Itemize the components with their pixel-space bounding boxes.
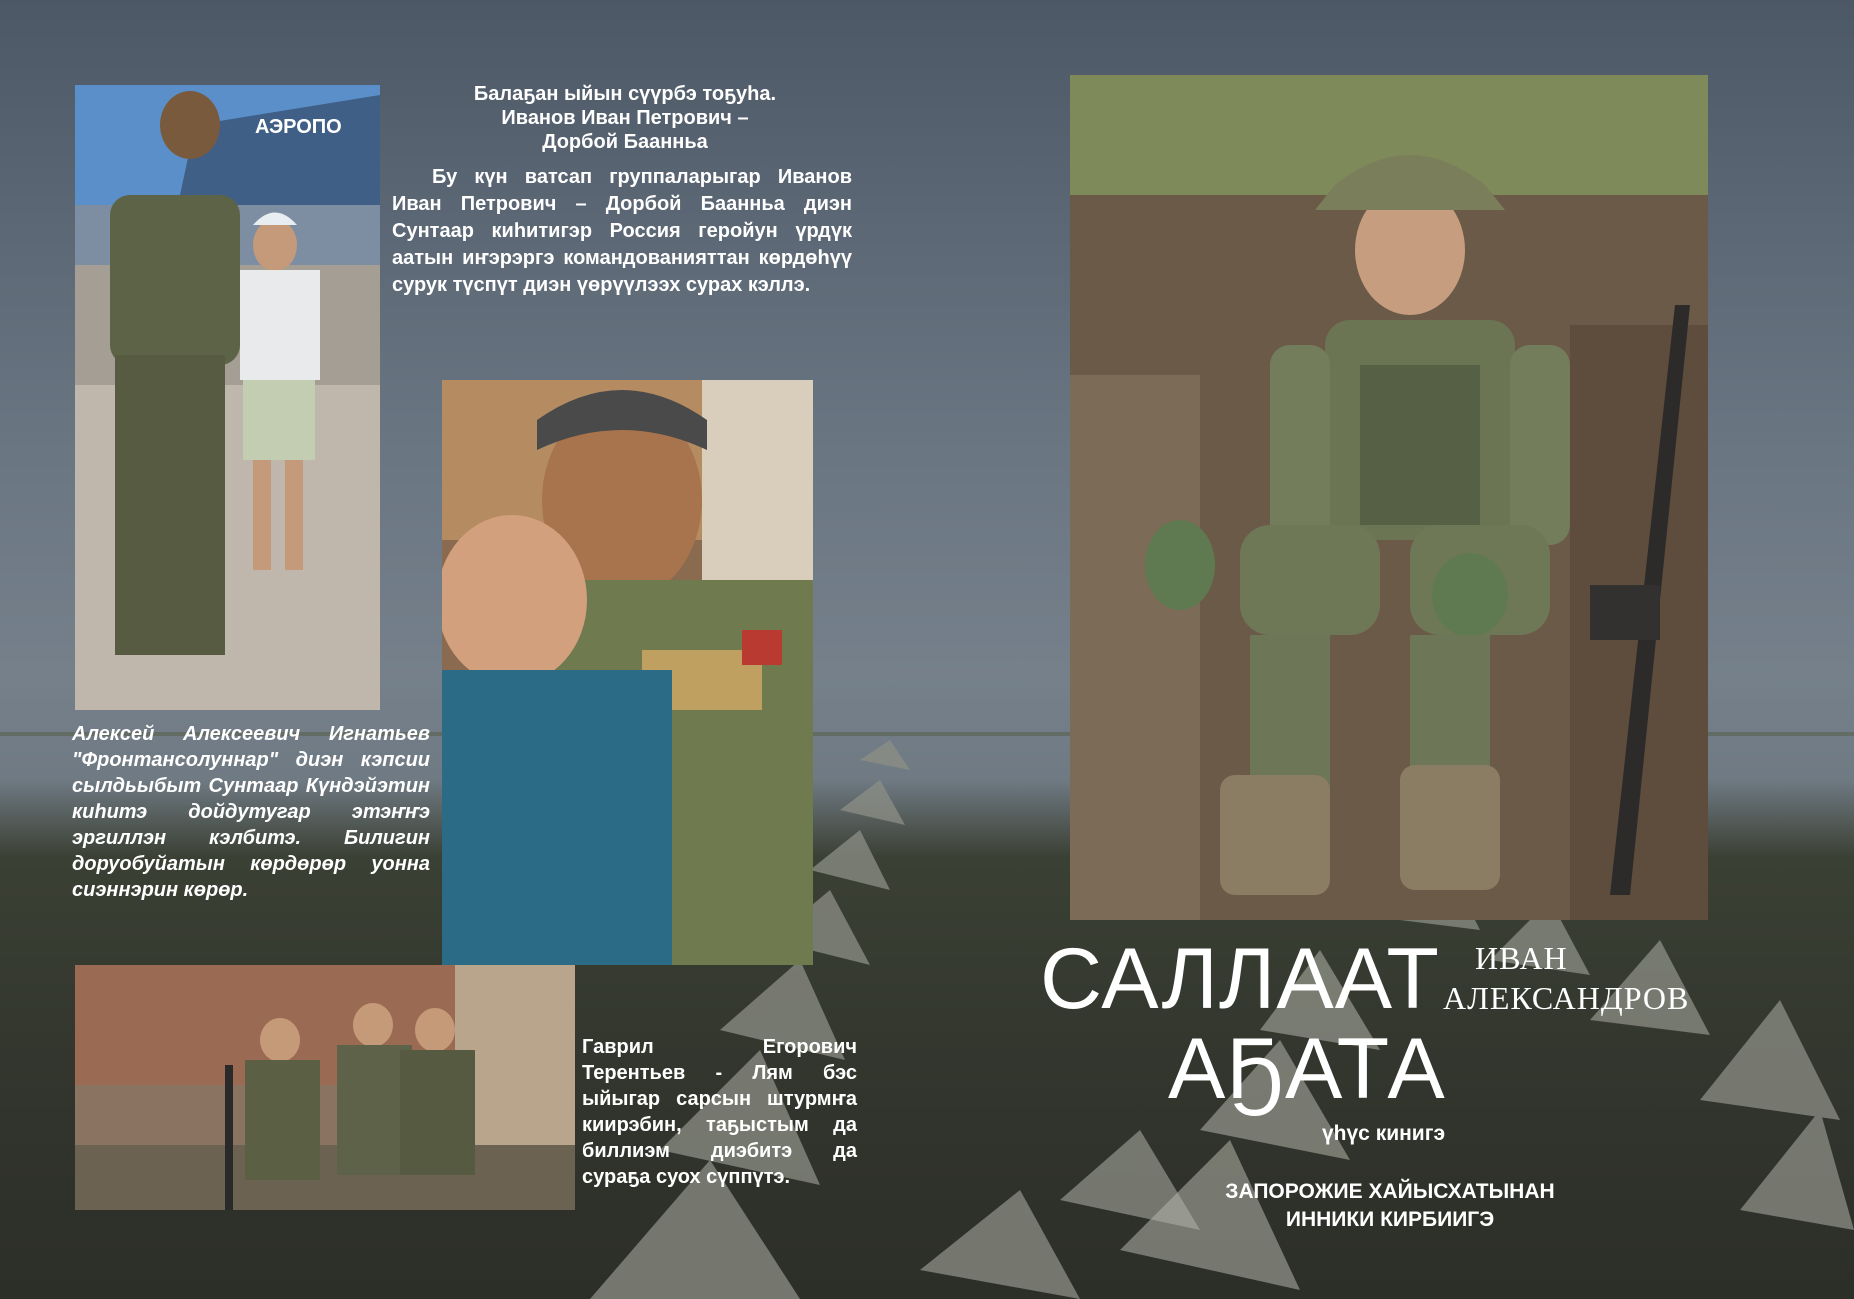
photo-three-soldiers [75, 965, 575, 1210]
cover-tagline-line2: ИННИКИ КИРБИИГЭ [1285, 1208, 1495, 1231]
cover-subtitle: үһүс кинигэ [1322, 1122, 1446, 1145]
cover-tagline [1170, 1178, 1610, 1234]
intro-heading [415, 82, 835, 154]
caption-alexei-ignatyev: Алексей Алексеевич Игнатьев "Фронтансолуннар" диэн кэпсии сылдьыбыт Сунтаар Күндэйэтин киһитэ дойдутугар этэҥҥэ эргиллэн кэлбитэ. Билигин доруобуйатын көрдөрөр уонна сиэннэрин көрөр. [72, 723, 430, 901]
author-first-name: ИВАН [1475, 940, 1568, 976]
cover-tagline-line1: ЗАПОРОЖИЕ ХАЙЫСХАТЫНАН [1225, 1180, 1555, 1203]
airport-sign-text: АЭРОПО [255, 116, 342, 138]
caption-gavril-terentyev: Гаврил Егорович Терентьев - Лям бэс ыйыгар сарсын штурмҥа киирэбин, таҕыстым да биллиэм диэбитэ да сураҕа суох сүппүтэ. [582, 1036, 857, 1188]
cover-title-line1: САЛЛААТ [1040, 931, 1440, 1027]
photo-soldier-with-child-airport [75, 85, 380, 710]
photo-veteran-with-child-medals [442, 380, 813, 965]
intro-paragraph: Бу күн ватсап группаларыгар Иванов Иван Петрович – Дорбой Баанньа диэн Сунтаар киһитигэр Россия геройун үрдүк аатын иҥэрэргэ командованияттан көрдөһүү сурук түспүт диэн үөрүүлээх сурах кэллэ. [392, 166, 852, 296]
cover-title-line2: АҔАТА [1168, 1021, 1446, 1117]
intro-line-name: Иванов Иван Петрович – [501, 107, 749, 129]
author-last-name: АЛЕКСАНДРОВ [1443, 980, 1690, 1016]
intro-line-nickname: Дорбой Баанньа [542, 131, 708, 153]
intro-line-date: Балаҕан ыйын сүүрбэ тоҕуһа. [473, 83, 777, 105]
photo-soldier-cover [1070, 75, 1708, 920]
